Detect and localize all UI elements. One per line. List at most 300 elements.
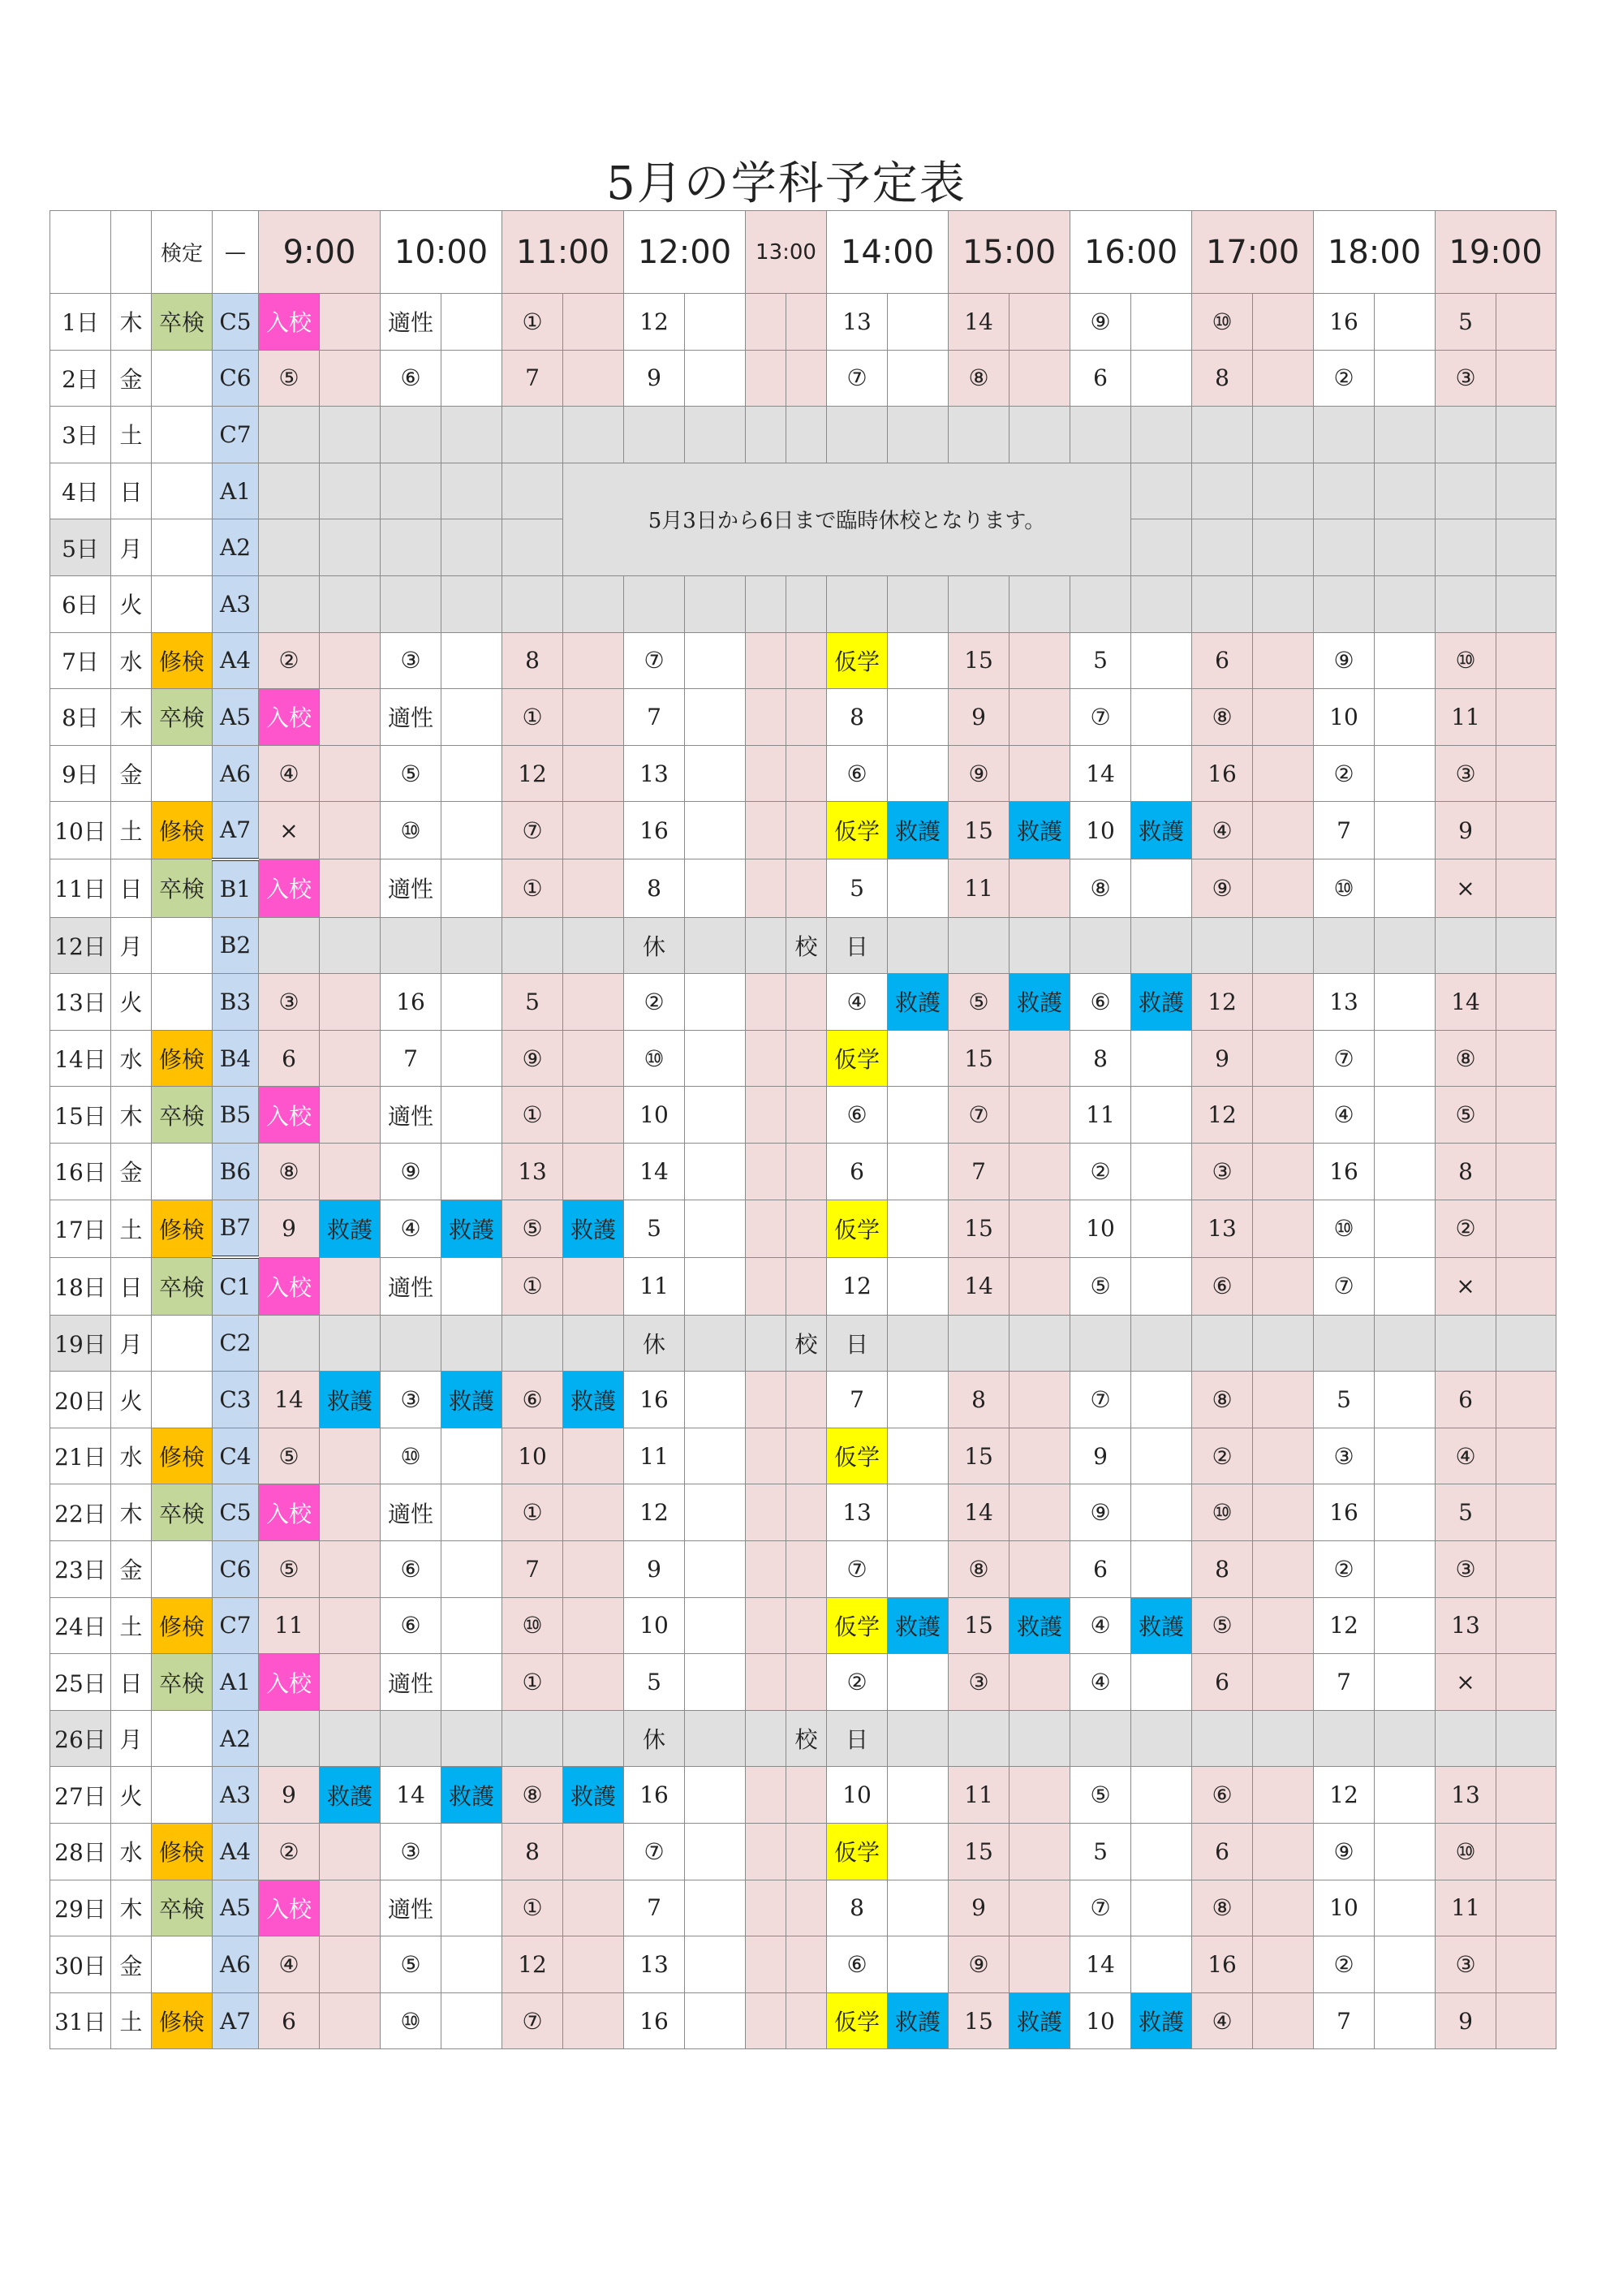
slot-cell (1436, 519, 1496, 576)
slot-cell: 校 (786, 917, 827, 974)
slot-cell (1436, 1710, 1496, 1767)
slot-cell: ② (1314, 1541, 1375, 1598)
slot-cell: 16 (1314, 294, 1375, 351)
slot-cell (1375, 1257, 1436, 1315)
schedule-row (50, 575, 1556, 632)
slot-cell: ⑥ (827, 1936, 888, 1993)
slot-cell (441, 1654, 502, 1711)
slot-cell: 仮学 (827, 1597, 888, 1654)
slot-cell: ⑦ (624, 1824, 685, 1880)
slot-cell (685, 1710, 746, 1767)
slot-cell (563, 974, 624, 1031)
slot-cell (1375, 575, 1436, 632)
day-cell: 27日 (50, 1767, 111, 1824)
slot-cell (320, 1257, 381, 1315)
slot-cell: 救護 (1010, 1992, 1070, 2049)
slot-cell: 救護 (563, 1200, 624, 1257)
slot-cell (320, 519, 381, 576)
slot-cell (1375, 1087, 1436, 1144)
slot-cell: 救護 (441, 1200, 502, 1257)
slot-cell: 12 (1314, 1597, 1375, 1654)
exam-cell (152, 917, 213, 974)
slot-cell (320, 463, 381, 519)
slot-cell: 12 (1314, 1767, 1375, 1824)
slot-cell (1496, 575, 1556, 632)
weekday-cell: 月 (111, 519, 152, 576)
slot-cell: 16 (624, 1767, 685, 1824)
slot-cell (259, 917, 320, 974)
exam-cell (152, 519, 213, 576)
weekday-cell: 土 (111, 1992, 152, 2049)
slot-cell (1010, 1143, 1070, 1200)
exam-cell: 修検 (152, 1597, 213, 1654)
slot-cell (259, 463, 320, 519)
slot-cell: 6 (1070, 350, 1131, 407)
slot-cell (786, 575, 827, 632)
slot-cell (1253, 1767, 1314, 1824)
course-code-cell: A3 (213, 575, 259, 632)
slot-cell (685, 350, 746, 407)
slot-cell (1010, 1880, 1070, 1936)
slot-cell (1496, 1257, 1556, 1315)
schedule-row (50, 1710, 1556, 1767)
slot-cell (1253, 350, 1314, 407)
slot-cell (1496, 1541, 1556, 1598)
slot-cell (746, 1257, 786, 1315)
slot-cell: ③ (381, 1372, 441, 1428)
header-time-13: 13:00 (746, 211, 827, 294)
slot-cell (259, 575, 320, 632)
weekday-cell: 金 (111, 1541, 152, 1598)
slot-cell (888, 1484, 949, 1541)
slot-cell (441, 463, 502, 519)
slot-cell (1010, 1030, 1070, 1087)
slot-cell: 入校 (259, 1484, 320, 1541)
slot-cell (1070, 1710, 1131, 1767)
slot-cell: 入校 (259, 1654, 320, 1711)
course-code-cell: C6 (213, 350, 259, 407)
slot-cell: 適性 (381, 859, 441, 917)
course-code-cell: B7 (213, 1200, 259, 1257)
slot-cell: ⑤ (259, 1541, 320, 1598)
course-code-cell: A2 (213, 1710, 259, 1767)
slot-cell (1192, 1315, 1253, 1372)
slot-cell (685, 745, 746, 802)
schedule-row (50, 1992, 1556, 2049)
schedule-row (50, 1087, 1556, 1144)
slot-cell (685, 1030, 746, 1087)
slot-cell (502, 519, 563, 576)
exam-cell: 修検 (152, 1030, 213, 1087)
slot-cell: ⑤ (381, 1936, 441, 1993)
slot-cell: 11 (1070, 1087, 1131, 1144)
slot-cell (746, 859, 786, 917)
slot-cell (949, 917, 1010, 974)
slot-cell: 日 (827, 1710, 888, 1767)
slot-cell (746, 1428, 786, 1484)
slot-cell (1375, 1484, 1436, 1541)
slot-cell (1496, 745, 1556, 802)
slot-cell (786, 1824, 827, 1880)
slot-cell: × (1436, 1257, 1496, 1315)
slot-cell (746, 1710, 786, 1767)
slot-cell: 9 (949, 1880, 1010, 1936)
slot-cell: 13 (1436, 1597, 1496, 1654)
slot-cell (1131, 575, 1192, 632)
slot-cell (1192, 575, 1253, 632)
slot-cell (746, 407, 786, 463)
slot-cell: ⑦ (1070, 1372, 1131, 1428)
slot-cell (563, 407, 624, 463)
slot-cell: 仮学 (827, 1992, 888, 2049)
slot-cell (563, 1710, 624, 1767)
slot-cell: 7 (502, 350, 563, 407)
slot-cell (1010, 1824, 1070, 1880)
weekday-cell: 木 (111, 294, 152, 351)
slot-cell (746, 1200, 786, 1257)
slot-cell (1010, 575, 1070, 632)
slot-cell: 適性 (381, 1880, 441, 1936)
slot-cell (1496, 350, 1556, 407)
slot-cell: 15 (949, 1824, 1010, 1880)
slot-cell (786, 1428, 827, 1484)
day-cell: 17日 (50, 1200, 111, 1257)
slot-cell (1253, 1257, 1314, 1315)
slot-cell (1253, 1484, 1314, 1541)
slot-cell (1253, 632, 1314, 689)
day-cell: 20日 (50, 1372, 111, 1428)
slot-cell (1375, 1597, 1436, 1654)
slot-cell: ③ (1436, 1541, 1496, 1598)
course-code-cell: C2 (213, 1315, 259, 1372)
day-cell: 4日 (50, 463, 111, 519)
course-code-cell: A3 (213, 1767, 259, 1824)
slot-cell: 13 (1314, 974, 1375, 1031)
slot-cell (1375, 294, 1436, 351)
header-time-9: 9:00 (259, 211, 381, 294)
slot-cell: 5 (1314, 1372, 1375, 1428)
slot-cell: 13 (502, 1143, 563, 1200)
slot-cell: 適性 (381, 1484, 441, 1541)
slot-cell: ③ (1192, 1143, 1253, 1200)
slot-cell (888, 1030, 949, 1087)
slot-cell (1375, 1541, 1436, 1598)
slot-cell: 9 (949, 689, 1010, 746)
slot-cell: 入校 (259, 1880, 320, 1936)
course-code-cell: C7 (213, 407, 259, 463)
exam-cell (152, 1767, 213, 1824)
slot-cell: 救護 (563, 1372, 624, 1428)
slot-cell (320, 1143, 381, 1200)
slot-cell (1375, 689, 1436, 746)
slot-cell: 6 (1436, 1372, 1496, 1428)
slot-cell (685, 802, 746, 859)
schedule-row (50, 689, 1556, 746)
slot-cell: 13 (827, 1484, 888, 1541)
weekday-cell: 月 (111, 1315, 152, 1372)
slot-cell (685, 689, 746, 746)
slot-cell: ⑨ (502, 1030, 563, 1087)
slot-cell (320, 407, 381, 463)
slot-cell (1010, 1654, 1070, 1711)
slot-cell (685, 1654, 746, 1711)
weekday-cell: 土 (111, 1597, 152, 1654)
header-time-14: 14:00 (827, 211, 949, 294)
slot-cell (1496, 1880, 1556, 1936)
slot-cell (381, 917, 441, 974)
slot-cell: 7 (624, 689, 685, 746)
slot-cell: ④ (259, 1936, 320, 1993)
slot-cell (786, 1143, 827, 1200)
schedule-row (50, 1428, 1556, 1484)
weekday-cell: 水 (111, 1428, 152, 1484)
slot-cell: ⑥ (1192, 1257, 1253, 1315)
slot-cell: 14 (259, 1372, 320, 1428)
exam-cell (152, 350, 213, 407)
slot-cell (381, 407, 441, 463)
slot-cell (320, 689, 381, 746)
slot-cell (786, 1767, 827, 1824)
slot-cell: 救護 (888, 802, 949, 859)
exam-cell (152, 575, 213, 632)
slot-cell (1253, 1030, 1314, 1087)
slot-cell (685, 1372, 746, 1428)
slot-cell: 救護 (441, 1767, 502, 1824)
slot-cell: ④ (1192, 1992, 1253, 2049)
exam-cell (152, 1541, 213, 1598)
slot-cell (949, 575, 1010, 632)
slot-cell: ⑧ (949, 350, 1010, 407)
header-time-11: 11:00 (502, 211, 624, 294)
slot-cell: 11 (624, 1428, 685, 1484)
slot-cell: 12 (624, 1484, 685, 1541)
slot-cell (1253, 1315, 1314, 1372)
slot-cell: ⑧ (949, 1541, 1010, 1598)
slot-cell (441, 1880, 502, 1936)
slot-cell (1314, 463, 1375, 519)
slot-cell: ④ (1314, 1087, 1375, 1144)
day-cell: 15日 (50, 1087, 111, 1144)
slot-cell (320, 1030, 381, 1087)
slot-cell (1010, 1315, 1070, 1372)
slot-cell (1010, 1767, 1070, 1824)
slot-cell (320, 1880, 381, 1936)
slot-cell (441, 1484, 502, 1541)
schedule-row (50, 1654, 1556, 1711)
slot-cell (1375, 1654, 1436, 1711)
slot-cell (1192, 1710, 1253, 1767)
slot-cell: 16 (624, 1372, 685, 1428)
slot-cell (502, 463, 563, 519)
slot-cell: ③ (1436, 350, 1496, 407)
slot-cell: 6 (827, 1143, 888, 1200)
slot-cell (441, 859, 502, 917)
day-cell: 12日 (50, 917, 111, 974)
slot-cell (320, 745, 381, 802)
slot-cell: ⑧ (259, 1143, 320, 1200)
slot-cell (1375, 350, 1436, 407)
slot-cell (320, 1992, 381, 2049)
slot-cell: ⑥ (381, 350, 441, 407)
slot-cell: 15 (949, 632, 1010, 689)
weekday-cell: 金 (111, 745, 152, 802)
slot-cell: 9 (1070, 1428, 1131, 1484)
slot-cell (1131, 917, 1192, 974)
exam-cell: 修検 (152, 802, 213, 859)
slot-cell (1253, 1710, 1314, 1767)
slot-cell (1375, 1428, 1436, 1484)
slot-cell: ③ (949, 1654, 1010, 1711)
weekday-cell: 水 (111, 1824, 152, 1880)
slot-cell (786, 1597, 827, 1654)
course-code-cell: B4 (213, 1030, 259, 1087)
slot-cell: 6 (259, 1992, 320, 2049)
schedule-table (50, 210, 1556, 2049)
slot-cell: ③ (259, 974, 320, 1031)
slot-cell: 救護 (441, 1372, 502, 1428)
slot-cell (1070, 917, 1131, 974)
slot-cell: × (1436, 1654, 1496, 1711)
slot-cell (1010, 1484, 1070, 1541)
slot-cell (888, 1710, 949, 1767)
slot-cell (320, 1824, 381, 1880)
course-code-cell: A7 (213, 802, 259, 859)
slot-cell (1375, 802, 1436, 859)
slot-cell (746, 575, 786, 632)
slot-cell (1496, 1654, 1556, 1711)
slot-cell (441, 1143, 502, 1200)
slot-cell: 10 (1070, 1992, 1131, 2049)
exam-cell (152, 1315, 213, 1372)
slot-cell (1131, 1767, 1192, 1824)
slot-cell (1496, 294, 1556, 351)
exam-cell (152, 1143, 213, 1200)
day-cell: 5日 (50, 519, 111, 576)
slot-cell: ⑥ (1192, 1767, 1253, 1824)
slot-cell: 適性 (381, 689, 441, 746)
slot-cell: 救護 (888, 1597, 949, 1654)
slot-cell (1375, 1030, 1436, 1087)
weekday-cell: 月 (111, 917, 152, 974)
slot-cell: 13 (624, 745, 685, 802)
slot-cell: ⑥ (827, 1087, 888, 1144)
course-code-cell: A4 (213, 1824, 259, 1880)
slot-cell: ⑦ (1070, 689, 1131, 746)
slot-cell (746, 917, 786, 974)
slot-cell (685, 1936, 746, 1993)
slot-cell: ④ (259, 745, 320, 802)
slot-cell (563, 350, 624, 407)
day-cell: 21日 (50, 1428, 111, 1484)
schedule-row (50, 1880, 1556, 1936)
schedule-row (50, 1597, 1556, 1654)
slot-cell: ⑦ (1070, 1880, 1131, 1936)
slot-cell (563, 1484, 624, 1541)
slot-cell (685, 859, 746, 917)
slot-cell: 11 (624, 1257, 685, 1315)
slot-cell (888, 1428, 949, 1484)
slot-cell: ⑩ (1436, 632, 1496, 689)
slot-cell (1253, 1654, 1314, 1711)
schedule-row (50, 407, 1556, 463)
slot-cell (1253, 1428, 1314, 1484)
slot-cell (827, 575, 888, 632)
slot-cell (563, 1143, 624, 1200)
slot-cell: 10 (624, 1087, 685, 1144)
slot-cell (1496, 917, 1556, 974)
exam-cell (152, 407, 213, 463)
course-code-cell: C5 (213, 294, 259, 351)
slot-cell (786, 1257, 827, 1315)
slot-cell (1253, 917, 1314, 974)
slot-cell: 5 (502, 974, 563, 1031)
slot-cell: ⑧ (1192, 1880, 1253, 1936)
slot-cell (563, 689, 624, 746)
slot-cell: ⑩ (1314, 859, 1375, 917)
closure-notice: 5月3日から6日まで臨時休校となります。 (563, 463, 1131, 575)
slot-cell: 日 (827, 1315, 888, 1372)
slot-cell (1253, 745, 1314, 802)
schedule-body (50, 294, 1556, 2049)
slot-cell (1253, 1143, 1314, 1200)
day-cell: 16日 (50, 1143, 111, 1200)
slot-cell: ⑤ (1192, 1597, 1253, 1654)
slot-cell (563, 1992, 624, 2049)
slot-cell: ⑩ (381, 802, 441, 859)
slot-cell (1375, 745, 1436, 802)
slot-cell: ⑦ (827, 1541, 888, 1598)
slot-cell: ① (502, 1880, 563, 1936)
course-code-cell: B5 (213, 1087, 259, 1144)
slot-cell: 12 (1192, 974, 1253, 1031)
exam-cell: 卒検 (152, 1880, 213, 1936)
slot-cell (320, 350, 381, 407)
slot-cell: ⑦ (1314, 1257, 1375, 1315)
slot-cell (320, 974, 381, 1031)
slot-cell (502, 1315, 563, 1372)
slot-cell: 救護 (320, 1767, 381, 1824)
slot-cell (888, 1257, 949, 1315)
header-dash: — (213, 211, 259, 294)
slot-cell (746, 1372, 786, 1428)
slot-cell: ⑦ (502, 1992, 563, 2049)
slot-cell (1131, 1880, 1192, 1936)
weekday-cell: 火 (111, 974, 152, 1031)
slot-cell: 校 (786, 1710, 827, 1767)
slot-cell (746, 745, 786, 802)
slot-cell: ① (502, 1087, 563, 1144)
slot-cell (563, 632, 624, 689)
slot-cell (685, 1200, 746, 1257)
slot-cell: 12 (502, 1936, 563, 1993)
slot-cell: 7 (502, 1541, 563, 1598)
slot-cell (1010, 407, 1070, 463)
course-code-cell: A6 (213, 1936, 259, 1993)
slot-cell: 16 (1314, 1143, 1375, 1200)
slot-cell (1375, 1992, 1436, 2049)
slot-cell: 15 (949, 1030, 1010, 1087)
course-code-cell: C3 (213, 1372, 259, 1428)
slot-cell (381, 1710, 441, 1767)
slot-cell (1253, 1200, 1314, 1257)
course-code-cell: C1 (213, 1257, 259, 1315)
slot-cell: 11 (1436, 689, 1496, 746)
slot-cell: ⑧ (502, 1767, 563, 1824)
exam-cell: 卒検 (152, 1087, 213, 1144)
slot-cell (320, 859, 381, 917)
slot-cell (441, 632, 502, 689)
slot-cell (1314, 575, 1375, 632)
